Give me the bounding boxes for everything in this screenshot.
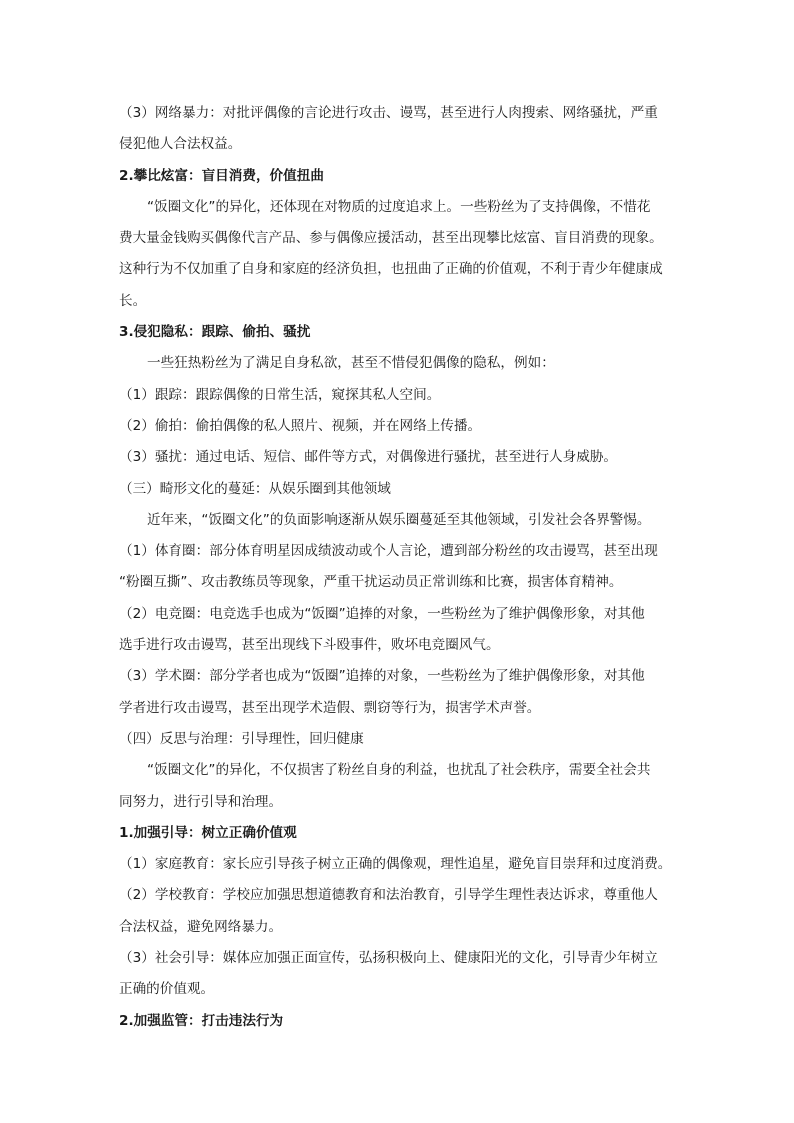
section-heading: 1.加强引导：树立正确价值观 bbox=[119, 824, 297, 841]
text-line: 正确的价值观。 bbox=[119, 981, 215, 998]
document-page bbox=[119, 98, 679, 1037]
text-line: 学者进行攻击谩骂，甚至出现学术造假、剽窃等行为，损害学术声誉。 bbox=[119, 699, 541, 716]
text-line: （四）反思与治理：引导理性，回归健康 bbox=[119, 730, 364, 747]
text-line: （3）网络暴力：对批评偶像的言论进行攻击、谩骂，甚至进行人肉搜索、网络骚扰，严重 bbox=[119, 105, 658, 121]
text-line: （三）畸形文化的蔓延：从娱乐圈到其他领域 bbox=[119, 480, 391, 497]
section-heading: 2.攀比炫富：盲目消费，价值扭曲 bbox=[119, 167, 324, 184]
text-line: （2）偷拍：偷拍偶像的私人照片、视频，并在网络上传播。 bbox=[119, 417, 482, 434]
section-heading: 3.侵犯隐私：跟踪、偷拍、骚扰 bbox=[119, 324, 311, 341]
text-line: （1）跟踪：跟踪偶像的日常生活，窥探其私人空间。 bbox=[119, 386, 441, 403]
text-line: 长。 bbox=[119, 292, 147, 309]
text-line: 侵犯他人合法权益。 bbox=[119, 136, 242, 153]
text-line: 这种行为不仅加重了自身和家庭的经济负担，也扭曲了正确的价值观，不利于青少年健康成 bbox=[119, 261, 663, 278]
text-line: （2）学校教育：学校应加强思想道德教育和法治教育，引导学生理性表达诉求，尊重他人 bbox=[119, 887, 658, 904]
text-line: （1）家庭教育：家长应引导孩子树立正确的偶像观，理性追星，避免盲目崇拜和过度消费。 bbox=[119, 856, 672, 873]
text-line: 近年来，“饭圈文化”的负面影响逐渐从娱乐圈蔓延至其他领域，引发社会各界警惕。 bbox=[147, 511, 651, 528]
text-line: （2）电竞圈：电竞选手也成为“饭圈”追捧的对象，一些粉丝为了维护偶像形象，对其他 bbox=[119, 605, 645, 622]
section-heading: 2.加强监管：打击违法行为 bbox=[119, 1012, 284, 1029]
text-line: “饭圈文化”的异化，不仅损害了粉丝自身的利益，也扰乱了社会秩序，需要全社会共 bbox=[147, 762, 651, 779]
text-line: “饭圈文化”的异化，还体现在对物质的过度追求上。一些粉丝为了支持偶像，不惜花 bbox=[147, 198, 651, 215]
text-line: 一些狂热粉丝为了满足自身私欲，甚至不惜侵犯偶像的隐私，例如： bbox=[147, 355, 555, 372]
text-line: （3）骚扰：通过电话、短信、邮件等方式，对偶像进行骚扰，甚至进行人身威胁。 bbox=[119, 449, 618, 466]
text-line: （1）体育圈：部分体育明星因成绩波动或个人言论，遭到部分粉丝的攻击谩骂，甚至出现 bbox=[119, 543, 658, 560]
text-line: 选手进行攻击谩骂，甚至出现线下斗殴事件，败坏电竞圈风气。 bbox=[119, 637, 500, 654]
text-line: “粉圈互撕”、攻击教练员等现象，严重干扰运动员正常训练和比赛，损害体育精神。 bbox=[119, 574, 623, 591]
text-line: 合法权益，避免网络暴力。 bbox=[119, 918, 283, 935]
text-line: （3）社会引导：媒体应加强正面宣传，弘扬积极向上、健康阳光的文化，引导青少年树立 bbox=[119, 950, 658, 967]
text-line: （3）学术圈：部分学者也成为“饭圈”追捧的对象，一些粉丝为了维护偶像形象，对其他 bbox=[119, 668, 645, 685]
text-line: 费大量金钱购买偶像代言产品、参与偶像应援活动，甚至出现攀比炫富、盲目消费的现象。 bbox=[119, 230, 663, 247]
text-line: 同努力，进行引导和治理。 bbox=[119, 793, 283, 810]
